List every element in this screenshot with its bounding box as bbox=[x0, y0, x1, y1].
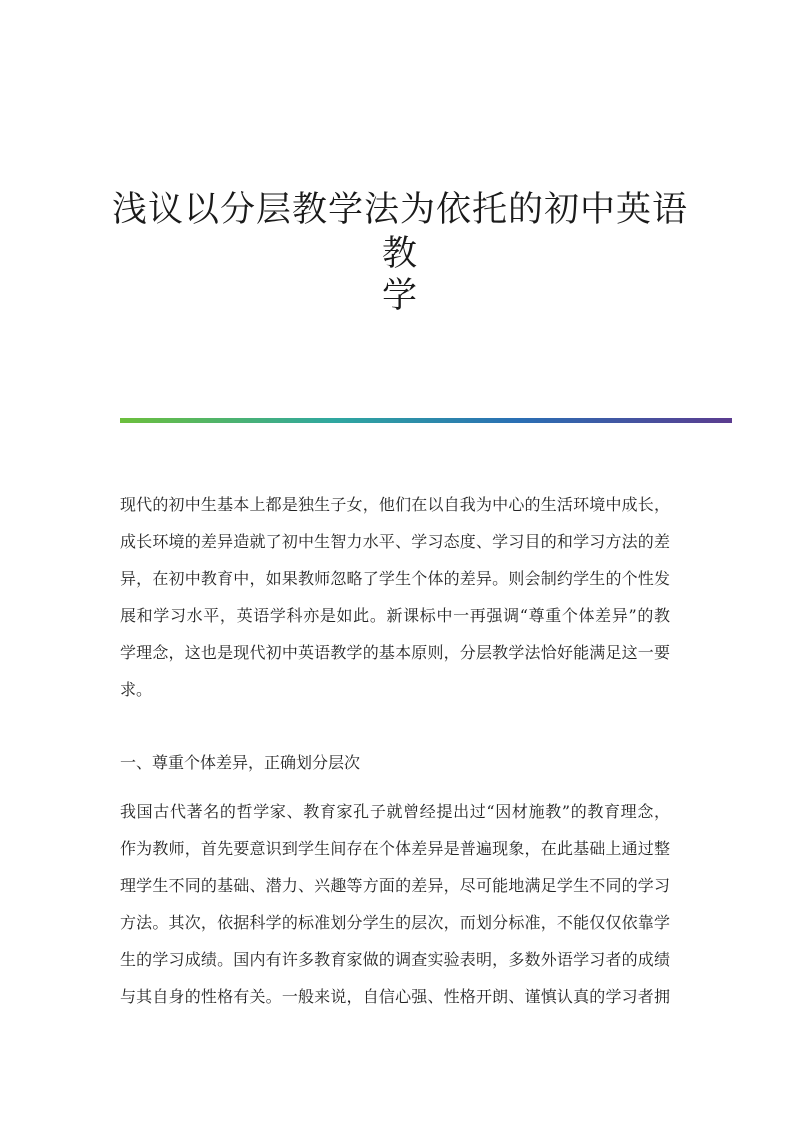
paragraph-line: 学理念，这也是现代初中英语教学的基本原则，分层教学法恰好能满足这一要 bbox=[120, 643, 670, 662]
paragraph-line: 展和学习水平，英语学科亦是如此。新课标中一再强调“尊重个体差异”的教 bbox=[120, 606, 670, 625]
paragraph-line: 求。 bbox=[120, 680, 153, 699]
paragraph-line: 现代的初中生基本上都是独生子女，他们在以自我为中心的生活环境中成长， bbox=[120, 495, 670, 514]
paragraph-line: 我国古代著名的哲学家、教育家孔子就曾经提出过“因材施教”的教育理念， bbox=[120, 802, 670, 821]
paragraph-line: 生的学习成绩。国内有许多教育家做的调查实验表明，多数外语学习者的成绩 bbox=[120, 950, 670, 969]
paragraph-line: 理学生不同的基础、潜力、兴趣等方面的差异，尽可能地满足学生不同的学习 bbox=[120, 876, 670, 895]
paragraph-line: 方法。其次，依据科学的标准划分学生的层次，而划分标准，不能仅仅依靠学 bbox=[120, 913, 670, 932]
paragraph-line: 异，在初中教育中，如果教师忽略了学生个体的差异。则会制约学生的个性发 bbox=[120, 569, 670, 588]
paragraph-line: 作为教师，首先要意识到学生间存在个体差异是普遍现象，在此基础上通过整 bbox=[120, 839, 670, 858]
title-divider bbox=[120, 418, 732, 423]
paragraph-line: 成长环境的差异造就了初中生智力水平、学习态度、学习目的和学习方法的差 bbox=[120, 532, 670, 551]
section-heading-text: 一、尊重个体差异，正确划分层次 bbox=[120, 753, 361, 772]
paragraph-line: 与其自身的性格有关。一般来说，自信心强、性格开朗、谨慎认真的学习者拥 bbox=[120, 987, 670, 1006]
document-title-line-2: 学 bbox=[381, 276, 418, 316]
document-title-line-1: 浅议以分层教学法为依托的初中英语教 bbox=[111, 190, 688, 274]
